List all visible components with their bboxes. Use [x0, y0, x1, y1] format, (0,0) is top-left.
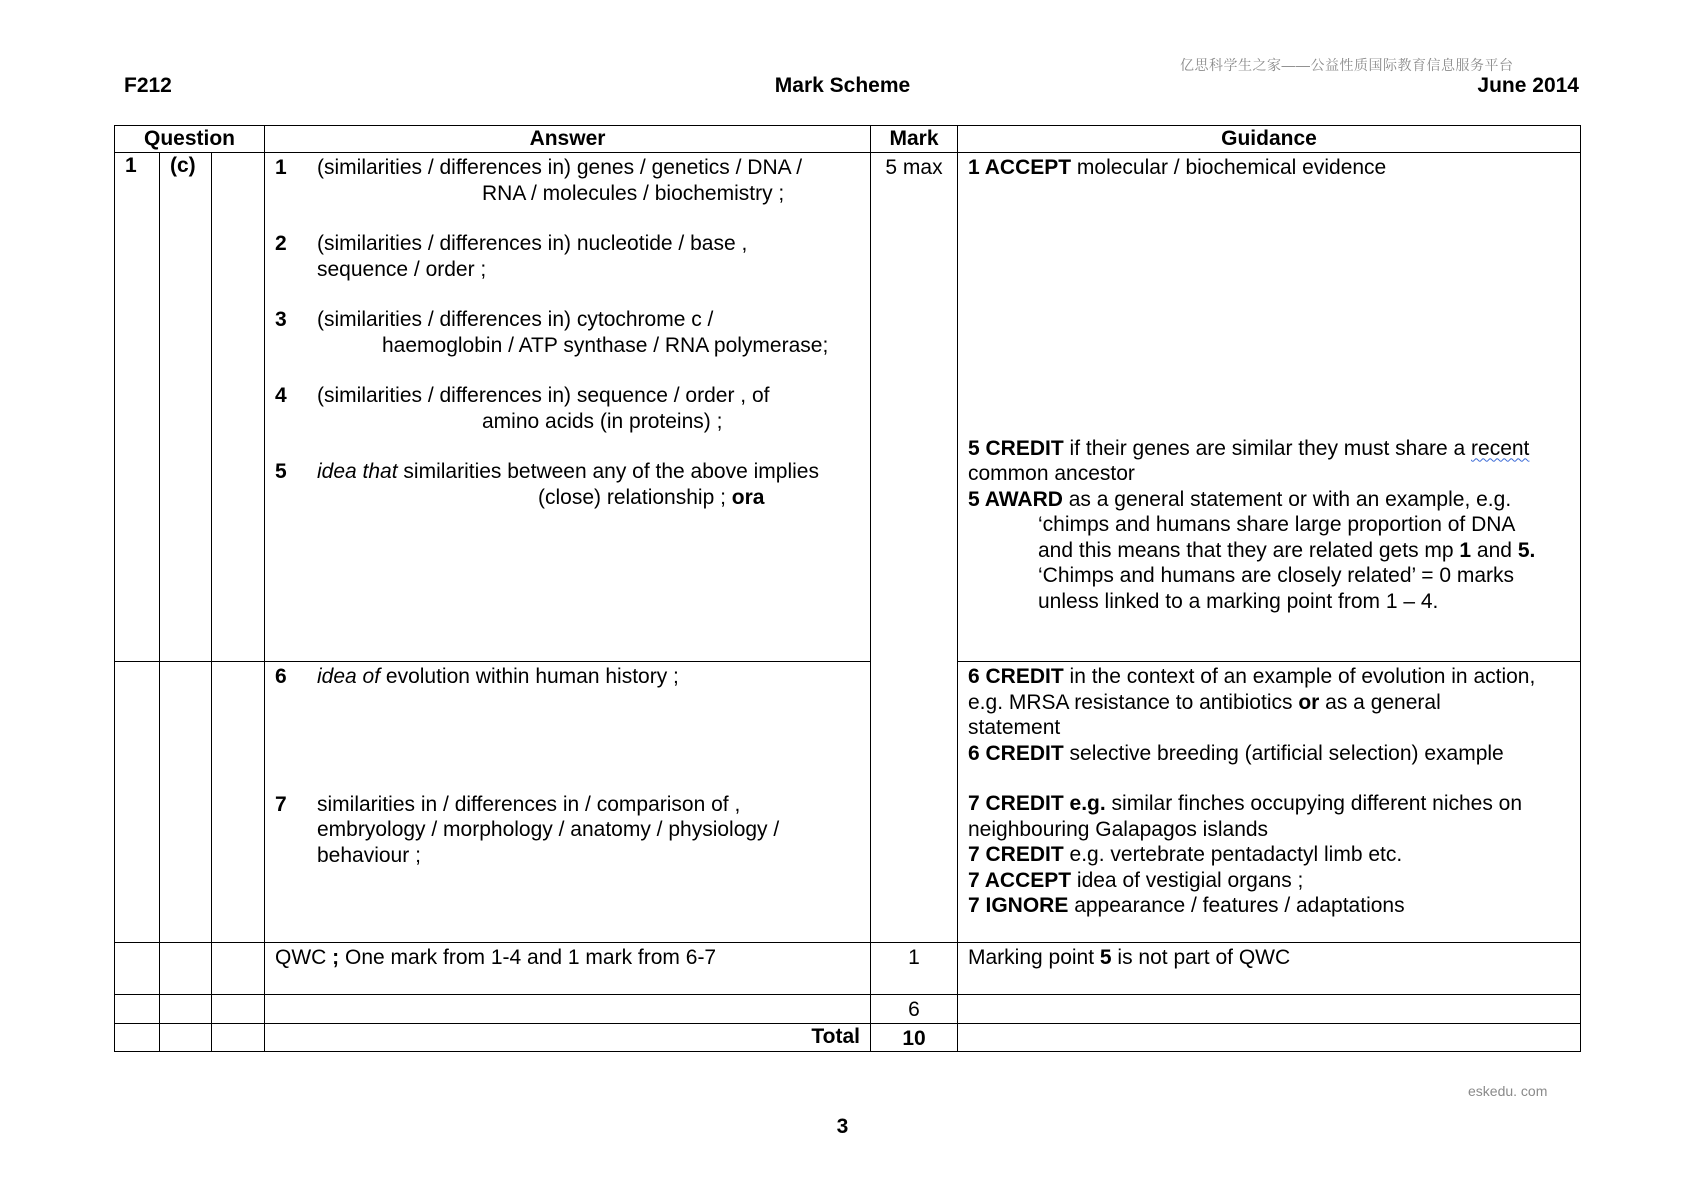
document-title: Mark Scheme [774, 74, 911, 97]
qwc-guidance: Marking point 5 is not part of QWC [958, 943, 1581, 995]
qwc-row [115, 943, 1581, 995]
guidance-5-award: 5 AWARD as a general statement or with an example, e.g. ‘chimps and humans share large proportion of DNA and this means that they are related gets mp 1 and 5. ‘Chimps and humans are closely related’ = 0 marks unless linked to a marking point from 1 – 4. [968, 487, 1536, 613]
column-header-mark: Mark [871, 126, 958, 153]
marking-point-2: 2 (similarities / differences in) nucleotide / base , sequence / order ; [275, 232, 748, 281]
exam-date: June 2014 [1477, 74, 1579, 97]
table-row [115, 153, 1581, 662]
table-row [115, 662, 1581, 943]
answer-cell [265, 662, 871, 943]
watermark-top: 亿思科学生之家——公益性质国际教育信息服务平台 [1180, 57, 1514, 73]
total-label: Total [265, 1023, 871, 1052]
subtotal-row [115, 995, 1581, 1024]
mark-scheme-table [114, 125, 1581, 1052]
marking-point-7: 7 similarities in / differences in / comparison of , embryology / morphology / anatomy / physiology / behaviour ; [275, 792, 780, 867]
guidance-cell [958, 153, 1581, 662]
guidance-1: 1 ACCEPT molecular / biochemical evidence [968, 156, 1387, 179]
answer-cell [265, 153, 871, 662]
mark-cell: 5 max [871, 153, 958, 943]
guidance-5-credit: 5 CREDIT if their genes are similar they must share a recent common ancestor [968, 436, 1530, 485]
guidance-7-accept: 7 ACCEPT idea of vestigial organs ; [968, 868, 1304, 892]
guidance-cell [958, 662, 1581, 943]
qwc-answer: QWC ; One mark from 1-4 and 1 mark from 6-7 [265, 943, 871, 995]
marking-point-6: 6 idea of evolution within human history ; [275, 665, 679, 688]
column-header-answer: Answer [265, 126, 871, 153]
guidance-6-credit-breeding: 6 CREDIT selective breeding (artificial selection) example [968, 741, 1504, 765]
question-subpart [212, 153, 265, 662]
marking-point-4: 4 (similarities / differences in) sequence / order , of amino acids (in proteins) ; [275, 384, 770, 433]
marking-point-1: 1 (similarities / differences in) genes / genetics / DNA / RNA / molecules / biochemistry ; [275, 156, 803, 205]
marking-point-5: 5 idea that similarities between any of the above implies (close) relationship ; ora [275, 460, 819, 509]
total-row [115, 1023, 1581, 1052]
marking-point-3: 3 (similarities / differences in) cytochrome c / haemoglobin / ATP synthase / RNA polymerase; [275, 308, 829, 357]
guidance-7-credit: 7 CREDIT e.g. similar finches occupying different niches on neighbouring Galapagos islands [968, 792, 1523, 841]
table-header-row [115, 126, 1581, 153]
column-header-guidance: Guidance [958, 126, 1581, 153]
question-number: 1 [115, 153, 160, 662]
subtotal-mark: 6 [871, 995, 958, 1024]
guidance-7-ignore: 7 IGNORE appearance / features / adaptations [968, 894, 1405, 917]
column-header-question: Question [115, 126, 265, 153]
total-mark: 10 [871, 1023, 958, 1052]
qwc-mark: 1 [871, 943, 958, 995]
page-number: 3 [836, 1115, 849, 1138]
guidance-7-credit-limb: 7 CREDIT e.g. vertebrate pentadactyl limb etc. [968, 843, 1403, 866]
question-part: (c) [160, 153, 212, 662]
watermark-bottom: eskedu. com [1468, 1083, 1548, 1099]
guidance-6-credit: 6 CREDIT in the context of an example of evolution in action, e.g. MRSA resistance to antibiotics or as a general statement [968, 665, 1536, 739]
paper-code: F212 [124, 74, 172, 97]
